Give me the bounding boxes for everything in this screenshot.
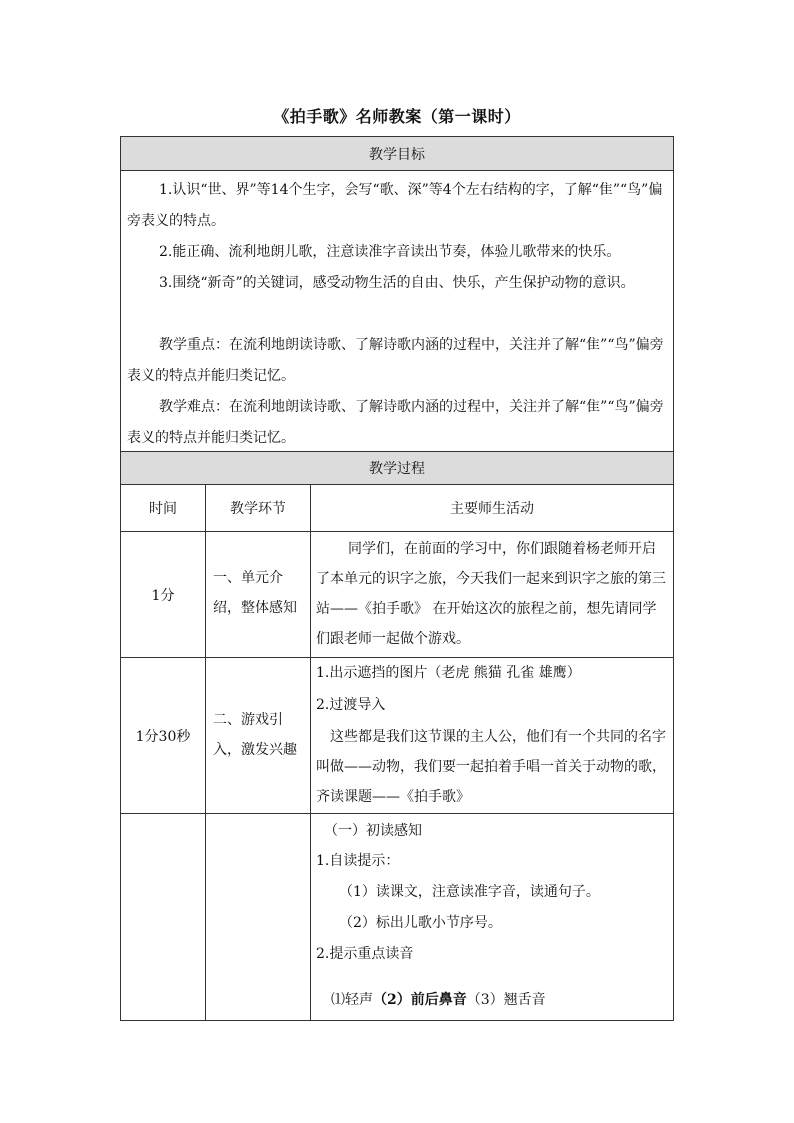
phonetics-retroflex: （3）翘舌音 <box>466 992 546 1008</box>
table-row-1-activity: 同学们，在前面的学习中，你们跟随着杨老师开启了本单元的识字之旅，今天我们一起来到识字之旅的第三站——《拍手歌》 在开始这次的旅程之前，想先请同学们跟老师一起做个游戏。 <box>316 541 666 647</box>
table-row-3-line-1: （一）初读感知 <box>324 823 422 839</box>
table-row-2-line-3: 这些都是我们这节课的主人公，他们有一个共同的名字叫做——动物，我们要一起拍着手唱一首关于动物的歌，齐读课题——《拍手歌》 <box>316 729 666 805</box>
objectives-header-label: 教学目标 <box>369 146 425 163</box>
objective-item-3: 3.围绕“新奇”的关键词，感受动物生活的自由、快乐，产生保护动物的意识。 <box>159 275 635 291</box>
objectives-header <box>121 137 673 170</box>
table-row-2-line-1: 1.出示遮挡的图片（老虎 熊猫 孔雀 雄鹰） <box>316 665 581 681</box>
column-header-time: 时间 <box>149 501 177 517</box>
table-row-3-line-2: 1.自读提示： <box>316 853 400 869</box>
divider <box>121 813 673 814</box>
table-row-3-line-6 <box>331 985 668 1015</box>
table-row-2-time: 1分30秒 <box>135 728 191 745</box>
table-row-3-line-4: （2）标出儿歌小节序号。 <box>339 915 502 931</box>
column-divider <box>310 484 311 1021</box>
table-row-2-stage: 二、游戏引入，激发兴趣 <box>213 712 297 758</box>
phonetics-nasal-finals: （2）前后鼻音 <box>373 992 467 1008</box>
table-row-3-line-3: （1）读课文，注意读准字音，读通句子。 <box>339 884 600 900</box>
column-header-stage: 教学环节 <box>230 501 286 517</box>
table-row-1-time: 1分 <box>151 587 175 604</box>
column-divider <box>205 484 206 1021</box>
table-row-1-stage: 一、单元介绍，整体感知 <box>213 570 297 616</box>
difficulties: 教学难点：在流利地朗读诗歌、了解诗歌内涵的过程中，关注并了解“隹”“鸟”偏旁表义的特点并能归类记忆。 <box>127 399 664 446</box>
phonetics-neutral-tone: ⑴轻声 <box>331 992 373 1008</box>
objective-item-2: 2.能正确、流利地朗儿歌，注意读准字音读出节奏，体验儿歌带来的快乐。 <box>159 244 621 260</box>
lesson-plan-table <box>120 136 674 1021</box>
key-points: 教学重点：在流利地朗读诗歌、了解诗歌内涵的过程中，关注并了解“隹”“鸟”偏旁表义的特点并能归类记忆。 <box>127 337 664 384</box>
table-row-2-line-2: 2.过渡导入 <box>316 697 386 713</box>
objective-item-1: 1.认识“世、界”等14个生字，会写“歌、深”等4个左右结构的字，了解“隹”“鸟”偏旁表义的特点。 <box>127 182 663 229</box>
divider <box>121 170 673 171</box>
column-header-activity: 主要师生活动 <box>450 501 534 517</box>
process-header <box>121 452 673 484</box>
process-header-label: 教学过程 <box>369 461 425 477</box>
table-row-3-line-5: 2.提示重点读音 <box>316 946 414 962</box>
page-title: 《拍手歌》名师教案（第一课时） <box>273 107 521 126</box>
